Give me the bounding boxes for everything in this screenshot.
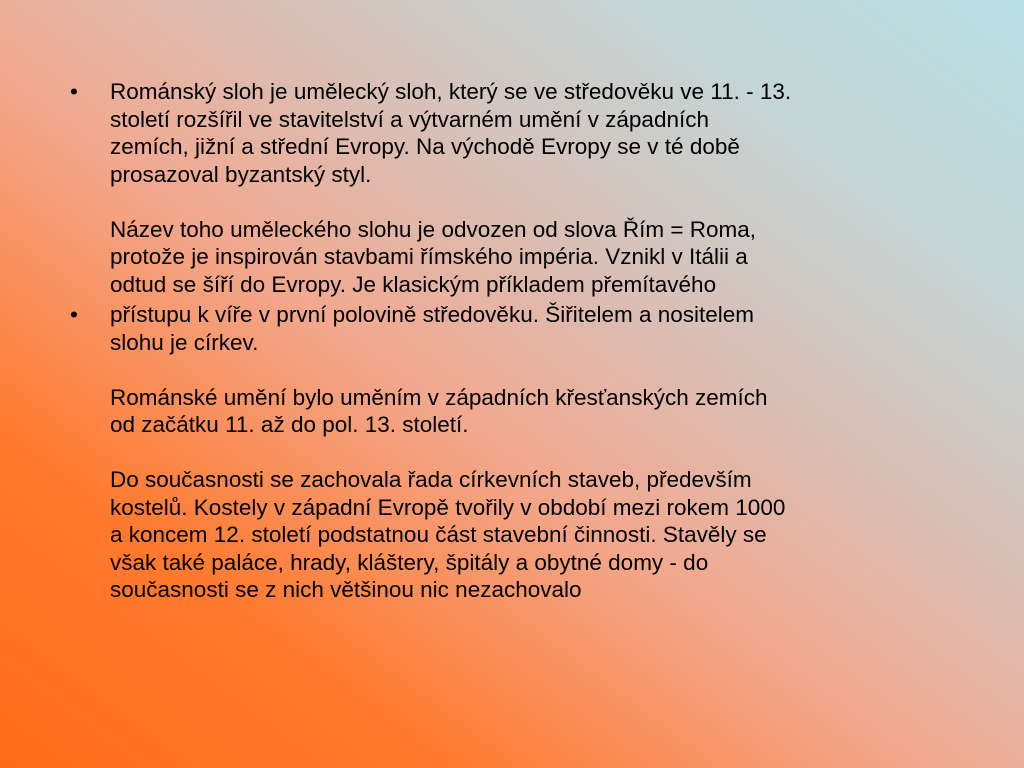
bullet-icon: • [70,302,78,327]
bullet-item-1 [66,78,996,298]
paragraph-name-origin: Název toho uměleckého slohu je odvozen od slova Řím = Roma, protože je inspirován stavbami římského impéria. Vznikl v Itálii a odtud se šíří do Evropy. Je klasickým příkladem přemítavého [110,216,756,297]
paragraph-preserved-buildings: Do současnosti se zachovala řada církevních staveb, především kostelů. Kostely v západní Evropě tvořily v období mezi rokem 1000 a koncem 12. století podstatnou část stavební činnosti. Stavěly se však také paláce, hrady, kláštery, špitály a obytné domy - do současnosti se z nich většinou nic nezachovalo [110,467,786,602]
paragraph-romanesque-definition: Románský sloh je umělecký sloh, který se ve středověku ve 11. - 13. století rozšířil ve stavitelství a výtvarném umění v západních zemích, jižní a střední Evropy. Na východě Evropy se v té době prosazoval byzantský styl. [110,79,792,187]
bullet-item-2 [66,301,996,604]
paragraph-church-spreader: přístupu k víře v první polovině středověku. Šiřitelem a nositelem slohu je církev. [110,302,755,355]
paragraph-romanesque-art-period: Románské umění bylo uměním v západních křesťanských zemích od začátku 11. až do pol. 13. století. [110,384,768,437]
bullet-icon: • [70,79,78,104]
slide-text-body [66,78,996,604]
